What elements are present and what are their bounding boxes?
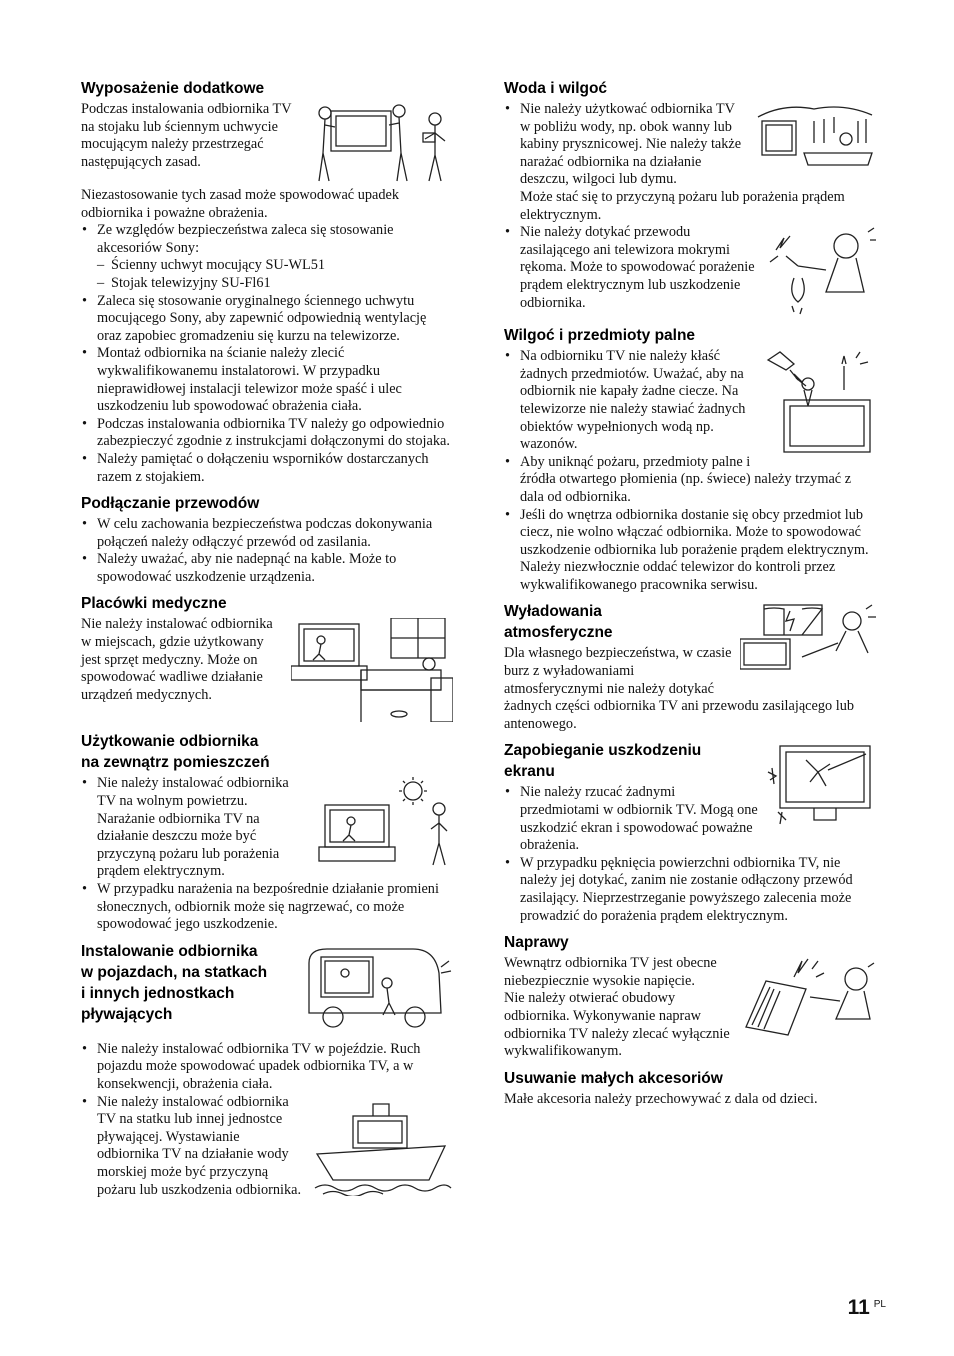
list-item: • Nie należy rzucać żadnymi przedmiotami w odbiornik TV. Mogą one uszkodzić ekran i spowodować poważne obrażenia. xyxy=(504,784,876,854)
section-title: Podłączanie przewodów xyxy=(81,495,260,513)
section-screen-damage xyxy=(504,740,876,925)
section-title: Użytkowanie odbiornika na zewnątrz pomieszczeń xyxy=(81,733,270,772)
list-item: • Nie należy instalować odbiornika TV na statku lub innej jednostce pływającej. Wystawianie odbiornika TV na działanie wody morskiej może być przyczyną pożaru lub uszkodzenia odbiornika. xyxy=(81,1094,453,1200)
section-optional-accessories xyxy=(81,78,453,486)
sub-list-item: – Stojak telewizyjny SU-Fl61 xyxy=(97,275,453,293)
list-item: • Jeśli do wnętrza odbiornika dostanie się obcy przedmiot lub ciecz, nie wolno włączać odbiornika. Może to spowodować uszkodzenie odbiornika lub porażenie prądem elektrycznym. Należy niezwłocznie oddać telewizor do kontroli przez wykwalifikowanego pracownika serwisu. xyxy=(504,507,876,595)
list-item: • Aby uniknąć pożaru, przedmioty palne i źródła otwartego płomienia (np. świece) należy trzymać z dala od odbiornika. xyxy=(504,454,876,507)
bullet-list xyxy=(81,222,453,486)
list-item: • W celu zachowania bezpieczeństwa podczas dokonywania połączeń należy odłączyć przewód od zasilania. xyxy=(81,516,453,551)
section-outdoor-use xyxy=(81,731,453,933)
repair-shock-illustration xyxy=(744,957,876,1037)
list-item: • Nie należy dotykać przewodu zasilającego ani telewizora mokrymi rękoma. Może to spowodować porażenie prądem elektrycznym lub uszkodzenie odbiornika. xyxy=(504,224,876,312)
intro-text-a: Podczas instalowania odbiornika TV na stojaku lub ściennym uchwycie mocującym należy przestrzegać następujących zasad. xyxy=(81,101,292,170)
bullet-list xyxy=(81,881,453,934)
list-item: • Nie należy użytkować odbiornika TV w pobliżu wody, np. obok wanny lub kabiny prysznicowej. Nie należy także narażać odbiornika na działanie deszczu, wilgoci lub dymu. Może stać się to przyczyną pożaru lub porażenia prądem elektrycznym. xyxy=(504,101,876,224)
bullet-list xyxy=(504,224,876,312)
section-connecting-cables xyxy=(81,493,453,586)
list-item: • Podczas instalowania odbiornika TV należy go odpowiednio zabezpieczyć zgodnie z instrukcjami dołączonymi do stojaka. xyxy=(81,416,453,451)
hospital-tv-illustration xyxy=(291,618,453,722)
section-water-moisture xyxy=(504,78,876,318)
list-item: • Montaż odbiornika na ścianie należy zlecić wykwalifikowanemu instalatorowi. W przypadku nieprawidłowej instalacji telewizor może spaść i ulec uszkodzeniu lub spowodować obrażenia ciała. xyxy=(81,345,453,415)
list-item: • Na odbiorniku TV nie należy kłaść żadnych przedmiotów. Uważać, aby na odbiornik nie kapały żadne ciecze. Na telewizorze nie należy stawiać żadnych obiektów wypełnionych wodą np. wazonów. xyxy=(504,348,876,454)
section-vehicles-ships xyxy=(81,941,453,1199)
bullet-list xyxy=(81,1041,453,1094)
intro-text-b: Niezastosowanie tych zasad może spowodować upadek odbiornika i poważne obrażenia. xyxy=(81,187,399,221)
page-number: 11 xyxy=(847,1296,870,1319)
list-item: • Należy uważać, aby nie nadepnąć na kable. Może to spowodować uszkodzenie urządzenia. xyxy=(81,551,453,586)
section-small-accessories xyxy=(504,1068,876,1109)
list-item: • W przypadku narażenia na bezpośrednie działanie promieni słonecznych, odbiornik może się nagrzewać, co może spowodować jego uszkodzenie. xyxy=(81,881,453,934)
section-title: Wyładowania atmosferyczne xyxy=(504,603,613,642)
section-lightning xyxy=(504,601,876,733)
section-text-b: Nie należy otwierać obudowy odbiornika. Wykonywanie napraw odbiornika TV należy zlecać wyłącznie wykwalifikowanym. xyxy=(504,990,730,1060)
page-language: PL xyxy=(873,1299,886,1310)
bullet-list xyxy=(81,516,453,586)
tv-installation-illustration xyxy=(313,103,453,185)
bullet-list xyxy=(81,1094,453,1200)
section-text: Nie należy instalować odbiornika w miejscach, gdzie użytkowany jest sprzęt medyczny. Może on spowodować wadliwe działanie urządzeń medycznych. xyxy=(81,616,273,703)
section-title: Usuwanie małych akcesoriów xyxy=(504,1069,723,1087)
left-column xyxy=(81,78,453,1206)
list-item: • Ze względów bezpieczeństwa zaleca się stosowanie akcesoriów Sony: – Ścienny uchwyt mocujący SU-WL51 – Stojak telewizyjny SU-Fl61 xyxy=(81,222,453,292)
section-text: Dla własnego bezpieczeństwa, w czasie burz z wyładowaniami atmosferycznymi nie należy dotykać żadnych części odbiornika TV ani przewodu zasilającego lub antenowego. xyxy=(504,645,855,732)
section-title: Wilgoć i przedmioty palne xyxy=(504,327,696,345)
list-item: • Zaleca się stosowanie oryginalnego ściennego uchwytu mocującego Sony, aby zapewnić odpowiednią wentylację oraz zapobiec gromadzeniu się kurzu na telewizorze. xyxy=(81,293,453,346)
section-medical-facilities xyxy=(81,593,453,724)
bullet-list xyxy=(504,784,876,925)
section-title: Wyposażenie dodatkowe xyxy=(81,80,265,97)
section-title: Placówki medyczne xyxy=(81,595,227,613)
list-item: • W przypadku pęknięcia powierzchni odbiornika TV, nie należy jej dotykać, zanim nie zostanie odłączony przewód zasilający. Nieprzestrzeganie powyższego zalecenia może prowadzić do porażenia prądem elektrycznym. xyxy=(504,855,876,925)
section-text-a: Wewnątrz odbiornika TV jest obecne niebezpiecznie wysokie napięcie. xyxy=(504,955,717,989)
section-title: Woda i wilgoć xyxy=(504,80,608,97)
list-item: • Nie należy instalować odbiornika TV w pojeździe. Ruch pojazdu może spowodować upadek odbiornika TV, a w konsekwencji, obrażenia ciała. xyxy=(81,1041,453,1094)
section-text: Małe akcesoria należy przechowywać z dala od dzieci. xyxy=(504,1090,818,1107)
bullet-list xyxy=(504,101,876,224)
section-moisture-flammables xyxy=(504,325,876,594)
section-title: Naprawy xyxy=(504,934,569,952)
page-footer xyxy=(848,1296,886,1320)
list-item: • Nie należy instalować odbiornika TV na wolnym powietrzu. Narażanie odbiornika TV na działanie deszczu może być przyczyną pożaru lub porażenia prądem elektrycznym. xyxy=(81,775,453,881)
lightning-tv-illustration xyxy=(740,603,876,679)
list-item: • Należy pamiętać o dołączeniu wsporników dostarczanych razem z stojakiem. xyxy=(81,451,453,486)
section-title: Instalowanie odbiornika w pojazdach, na statkach i innych jednostkach pływających xyxy=(81,942,268,1023)
sub-list xyxy=(97,257,453,292)
bullet-list xyxy=(504,348,876,594)
section-title: Zapobieganie uszkodzeniu ekranu xyxy=(504,742,702,781)
vehicle-tv-illustration xyxy=(303,943,453,1039)
sub-list-item: – Ścienny uchwyt mocujący SU-WL51 xyxy=(97,257,453,275)
bullet-list xyxy=(81,775,453,881)
right-column xyxy=(504,78,876,1115)
section-repairs xyxy=(504,932,876,1061)
